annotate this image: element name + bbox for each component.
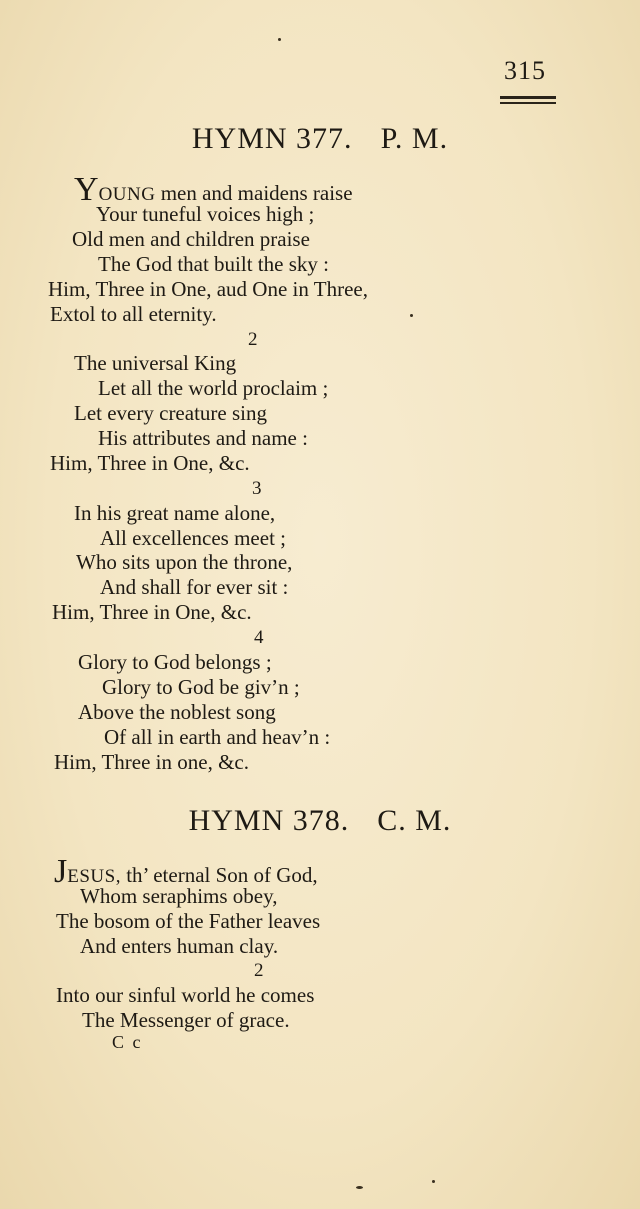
hymn-line: Glory to God belongs ; <box>78 650 272 674</box>
line-text: men and maidens raise <box>155 181 353 205</box>
hymn-meter: C. M. <box>377 804 452 837</box>
verse-number: 3 <box>252 478 262 499</box>
ink-speck <box>278 38 281 41</box>
drop-cap: J <box>54 853 68 890</box>
hymn-line: Glory to God be giv’n ; <box>102 675 300 699</box>
hymn-line: All excellences meet ; <box>100 526 286 550</box>
hymn-line: Of all in earth and heav’n : <box>104 725 331 749</box>
hymn-line: The universal King <box>74 351 237 375</box>
hymn-line: Him, Three in One, aud One in Three, <box>48 277 368 301</box>
hymn-line: Above the noblest song <box>78 700 276 724</box>
hymn-line: Extol to all eternity. <box>50 302 217 326</box>
hymn-line: Your tuneful voices high ; <box>96 202 315 226</box>
hymn-line: Whom seraphims obey, <box>80 884 278 908</box>
hymn-line: Him, Three in one, &c. <box>54 750 249 774</box>
hymn-meter: P. M. <box>380 122 449 155</box>
signature-mark: C c <box>112 1032 143 1052</box>
hymn-number: HYMN 377. <box>191 122 353 155</box>
ink-speck <box>356 1186 363 1189</box>
small-caps-word: ESUS, <box>67 866 121 887</box>
hymn-line: The bosom of the Father leaves <box>56 909 321 933</box>
verse-number: 2 <box>248 329 258 350</box>
verse-number: 4 <box>254 627 264 648</box>
ink-speck <box>432 1180 435 1183</box>
hymn-line: And enters human clay. <box>80 934 279 958</box>
small-caps-word: OUNG <box>98 184 156 205</box>
hymn-line: In his great name alone, <box>74 501 276 525</box>
hymn-number: HYMN 378. <box>188 804 350 837</box>
page-number: 315 <box>504 56 546 85</box>
hymn-line <box>74 171 353 208</box>
hymn-378-heading <box>0 804 640 838</box>
hymn-line: Let all the world proclaim ; <box>98 376 329 400</box>
line-text: th’ eternal Son of God, <box>120 863 318 887</box>
hymn-line: The God that built the sky : <box>98 252 329 276</box>
header-rule-thin <box>500 102 556 104</box>
hymn-line: Who sits upon the throne, <box>76 550 293 574</box>
header-rule <box>500 96 556 99</box>
verse-number: 2 <box>254 960 264 981</box>
hymn-line: The Messenger of grace. <box>82 1008 290 1032</box>
hymn-line: His attributes and name : <box>98 426 308 450</box>
hymn-line: Let every creature sing <box>74 401 267 425</box>
hymn-line: Him, Three in One, &c. <box>50 451 250 475</box>
hymn-377-heading <box>0 122 640 156</box>
hymn-line: Into our sinful world he comes <box>56 983 315 1007</box>
hymn-line <box>54 853 318 890</box>
drop-cap: Y <box>74 171 99 208</box>
hymn-line: And shall for ever sit : <box>100 575 289 599</box>
hymn-line: Him, Three in One, &c. <box>52 600 252 624</box>
hymn-line: Old men and children praise <box>72 227 310 251</box>
ink-speck <box>410 314 413 317</box>
